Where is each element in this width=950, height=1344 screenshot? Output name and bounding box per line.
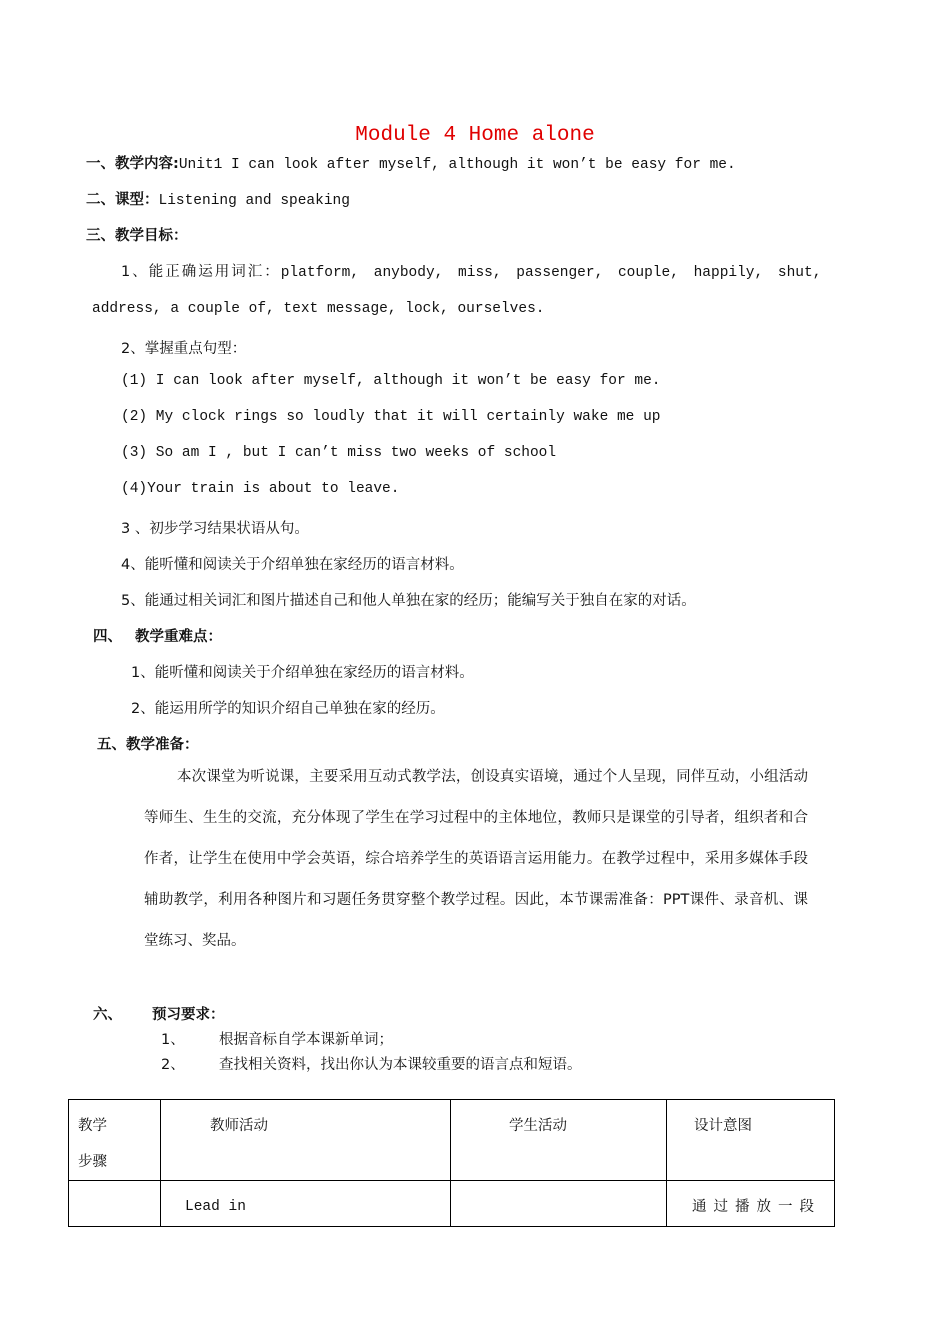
- key-sentence-2: (2) My clock rings so loudly that it will certainly wake me up: [121, 409, 661, 425]
- section-key-points-label: 四、 教学重难点：: [93, 629, 223, 645]
- header-cell-design: [667, 1100, 835, 1181]
- header-step-text: 教学 步骤: [78, 1118, 107, 1170]
- section-label: 二、课型：: [86, 192, 159, 208]
- section-label: 一、教学内容:: [86, 156, 179, 172]
- key-sentence-1: (1) I can look after myself, although it won’t be easy for me.: [121, 373, 661, 389]
- section-preview-num: 六、: [93, 1007, 122, 1023]
- objective-3: 3 、初步学习结果状语从句。: [121, 521, 309, 537]
- lead-in-text: Lead in: [185, 1199, 246, 1215]
- objective-4: 4、能听懂和阅读关于介绍单独在家经历的语言材料。: [121, 557, 464, 573]
- design-text: 通过播放一段: [692, 1199, 821, 1215]
- key-point-1: 1、能听懂和阅读关于介绍单独在家经历的语言材料。: [131, 665, 474, 681]
- table-row: [69, 1181, 835, 1227]
- lesson-procedure-table: [68, 1099, 835, 1227]
- objective-1: [121, 260, 821, 281]
- objective-2: 2、掌握重点句型：: [121, 341, 247, 357]
- row-cell-design: [667, 1181, 835, 1227]
- preview-item-1-text: 根据音标自学本课新单词；: [219, 1032, 393, 1048]
- preview-item-2-text: 查找相关资料，找出你认为本课较重要的语言点和短语。: [219, 1057, 582, 1073]
- section-text: Listening and speaking: [158, 193, 350, 209]
- row-cell-step: [69, 1181, 161, 1227]
- objective-1-cont: address, a couple of, text message, lock, ourselves.: [92, 301, 545, 317]
- objective-words: platform, anybody, miss, passenger, couple, happily, shut,: [280, 265, 822, 281]
- key-point-2: 2、能运用所学的知识介绍自己单独在家的经历。: [131, 701, 445, 717]
- preview-item-1-num: 1、: [161, 1032, 185, 1048]
- key-sentence-4: (4)Your train is about to leave.: [121, 481, 400, 497]
- section-preview-label: 预习要求：: [152, 1007, 225, 1023]
- header-cell-step: [69, 1100, 161, 1181]
- objective-5: 5、能通过相关词汇和图片描述自己和他人单独在家的经历；能编写关于独自在家的对话。: [121, 593, 696, 609]
- page-title: Module 4 Home alone: [355, 124, 595, 147]
- section-objectives-label: 三、教学目标：: [86, 228, 188, 244]
- section-text: Unit1 I can look after myself, although it won’t be easy for me.: [178, 157, 736, 173]
- header-design-text: 设计意图: [694, 1118, 752, 1134]
- row-cell-student: [451, 1181, 667, 1227]
- key-sentence-3: (3) So am I , but I can’t miss two weeks of school: [121, 445, 557, 461]
- objective-prefix: 1、能正确运用词汇：: [121, 264, 281, 280]
- preview-item-2-num: 2、: [161, 1057, 185, 1073]
- header-student-text: 学生活动: [509, 1118, 567, 1134]
- section-lesson-type: [86, 188, 350, 209]
- section-preparation-label: 五、教学准备：: [97, 737, 199, 753]
- section-content: [86, 152, 736, 173]
- header-teacher-text: 教师活动: [210, 1118, 268, 1134]
- table-header-row: [69, 1100, 835, 1181]
- preparation-paragraph: 本次课堂为听说课，主要采用互动式教学法，创设真实语境，通过个人呈现，同伴互动，小组活动等师生、生生的交流，充分体现了学生在学习过程中的主体地位，教师只是课堂的引导者，组织者和合作者，让学生在使用中学会英语，综合培养学生的英语语言运用能力。在教学过程中，采用多媒体手段辅助教学，利用各种图片和习题任务贯穿整个教学过程。因此，本节课需准备：PPT课件、录音机、课堂练习、奖品。: [144, 769, 808, 949]
- header-cell-teacher: [161, 1100, 451, 1181]
- header-cell-student: [451, 1100, 667, 1181]
- row-cell-teacher: [161, 1181, 451, 1227]
